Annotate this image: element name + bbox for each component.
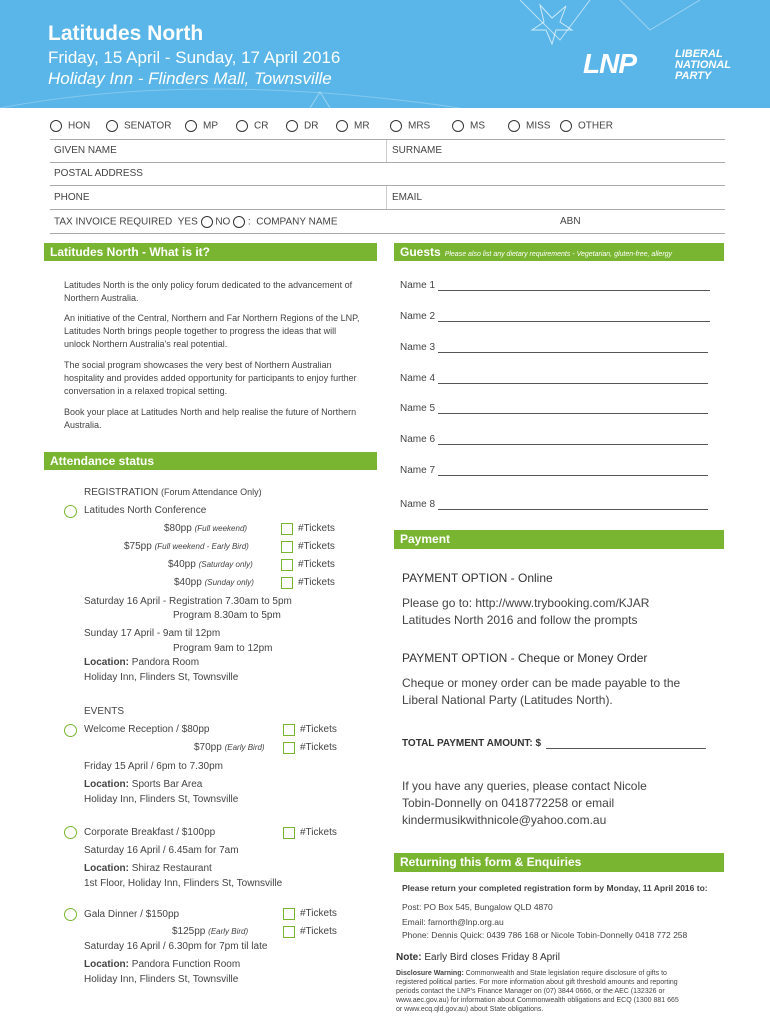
abn-field[interactable]: ABN [560,216,581,227]
title-option-cr[interactable]: CR [236,120,268,132]
breakfast-address: 1st Floor, Holiday Inn, Flinders St, Townsville [84,878,283,889]
given-name-field[interactable]: GIVEN NAME [54,145,117,156]
corporate-breakfast-radio[interactable] [64,826,77,839]
gala-date: Saturday 16 April / 6.30pm for 7pm til late [84,941,268,952]
payment-cheque-line2: Liberal National Party (Latitudes North). [402,693,613,707]
radio-icon[interactable] [560,120,572,132]
surname-field[interactable]: SURNAME [392,145,443,156]
what-is-it-p3: The social program showcases the very best of Northern Australian hospitality and provides added opportunity for participants to enjoy further conversation in a relaxed tropical setting. [64,360,357,396]
attendance-heading: Attendance status [44,452,377,470]
tax-invoice-row: TAX INVOICE REQUIRED YES NO : COMPANY NAME [54,216,338,228]
queries-line1: If you have any queries, please contact Nicole [402,779,647,793]
price-row: $40pp (Sunday only) [174,577,254,588]
tickets-label: #Tickets [298,559,335,570]
disclosure-line1: Disclosure Warning: Commonwealth and State legislation require disclosure of gifts to [396,970,667,977]
tickets-label: #Tickets [300,724,337,735]
tickets-label: #Tickets [300,908,337,919]
return-phone: Phone: Dennis Quick: 0439 786 168 or Nicole Tobin-Donnelly 0418 772 258 [402,930,688,940]
tickets-checkbox[interactable] [283,908,295,920]
divider [50,233,725,234]
payment-online-line1: Please go to: http://www.trybooking.com/KJAR [402,596,650,610]
what-is-it-p2: An initiative of the Central, Northern and Far Northern Regions of the LNP, Latitudes North brings people together to progress the ideas that will unlock Northern Australia's real potential. [64,313,360,349]
gala-dinner-radio[interactable] [64,908,77,921]
what-is-it-heading: Latitudes North - What is it? [44,243,377,261]
tickets-checkbox[interactable] [283,724,295,736]
payment-online-line2: Latitudes North 2016 and follow the prompts [402,613,638,627]
header-banner [0,0,770,108]
guest-name-7-line [438,475,708,476]
title-option-other[interactable]: OTHER [560,120,613,132]
guest-name-3-line [438,352,708,353]
total-payment-label: TOTAL PAYMENT AMOUNT: $ [402,738,542,749]
events-label: EVENTS [84,706,125,717]
divider [386,140,387,163]
what-is-it-p4: Book your place at Latitudes North and help realise the future of Northern Australia. [64,407,357,430]
payment-cheque-heading: PAYMENT OPTION - Cheque or Money Order [402,651,648,665]
divider [50,162,725,163]
conference-radio[interactable] [64,505,77,518]
sunday-program: Program 9am to 12pm [173,643,273,654]
breakfast-location: Location: Shiraz Restaurant [84,863,212,874]
title-option-dr[interactable]: DR [286,120,318,132]
title-option-senator[interactable]: SENATOR [106,120,171,132]
radio-icon[interactable] [236,120,248,132]
event-dates: Friday, 15 April - Sunday, 17 April 2016 [48,48,341,67]
divider [50,209,725,210]
radio-icon[interactable] [336,120,348,132]
title-option-miss[interactable]: MISS [508,120,550,132]
tickets-label: #Tickets [300,742,337,753]
tickets-checkbox[interactable] [281,523,293,535]
page-title: Latitudes North [48,22,204,45]
radio-icon[interactable] [106,120,118,132]
return-post: Post: PO Box 545, Bungalow QLD 4870 [402,902,553,912]
title-option-mp[interactable]: MP [185,120,218,132]
disclosure-line2: registered political parties. For more information about gift threshold amounts and reporting [396,979,678,986]
welcome-reception-radio[interactable] [64,724,77,737]
price-row: $40pp (Saturday only) [168,559,253,570]
return-instruction: Please return your completed registration form by Monday, 11 April 2016 to: [402,883,708,893]
early-bird-note: Note: Early Bird closes Friday 8 April [396,952,560,963]
conference-label: Latitudes North Conference [84,505,207,516]
tickets-checkbox[interactable] [281,559,293,571]
gala-dinner-label: Gala Dinner / $150pp [84,909,180,920]
title-option-hon[interactable]: HON [50,120,90,132]
guest-name-5-line [438,413,708,414]
guest-name-4[interactable]: Name 4 [400,373,436,384]
what-is-it-p1: Latitudes North is the only policy forum dedicated to the advancement of Northern Australia. [64,280,353,303]
payment-heading: Payment [394,530,724,549]
payment-online-heading: PAYMENT OPTION - Online [402,571,553,585]
guest-name-7[interactable]: Name 7 [400,465,436,476]
price-row: $125pp (Early Bird) [172,926,249,937]
logo-text: LNP [583,48,636,79]
tickets-label: #Tickets [298,523,335,534]
guest-name-5[interactable]: Name 5 [400,403,436,414]
total-payment-field[interactable] [546,748,706,749]
saturday-program: Program 8.30am to 5pm [173,610,281,621]
tickets-checkbox[interactable] [281,541,293,553]
guest-name-6[interactable]: Name 6 [400,434,436,445]
registration-address: Holiday Inn, Flinders St, Townsville [84,672,239,683]
divider [386,186,387,209]
returning-heading: Returning this form & Enquiries [394,853,724,872]
lnp-logo [583,44,743,92]
guest-name-1-line [438,290,710,291]
queries-line2: Tobin-Donnelly on 0418772258 or email [402,796,615,810]
guest-name-4-line [438,383,708,384]
payment-cheque-line1: Cheque or money order can be made payable to the [402,676,681,690]
guest-name-8[interactable]: Name 8 [400,499,436,510]
tax-invoice-no-radio[interactable] [233,216,245,228]
sunday-schedule: Sunday 17 April - 9am til 12pm [84,628,221,639]
disclosure-line4: www.aec.gov.au) for information about Commonwealth obligations and ECQ (1300 881 665 [396,997,679,1004]
disclosure-line3: periods contact the LNP's Finance Manager on (07) 3844 0666, or the AEC (132326 or [396,988,665,995]
gala-address: Holiday Inn, Flinders St, Townsville [84,974,239,985]
radio-icon[interactable] [50,120,62,132]
company-name-field[interactable]: COMPANY NAME [256,216,338,228]
guest-name-8-line [438,509,708,510]
guests-heading: Guests Please also list any dietary requirements - Vegetarian, gluten-free, allergy [394,243,724,261]
corporate-breakfast-label: Corporate Breakfast / $100pp [84,827,216,838]
tax-invoice-yes-radio[interactable] [201,216,213,228]
gala-location: Location: Pandora Function Room [84,959,241,970]
guest-name-1[interactable]: Name 1 [400,280,436,291]
return-email[interactable]: Email: farnorth@lnp.org.au [402,917,504,927]
welcome-location: Location: Sports Bar Area [84,779,203,790]
tickets-label: #Tickets [300,827,337,838]
guest-name-2[interactable]: Name 2 [400,311,436,322]
tickets-checkbox[interactable] [283,742,295,754]
divider [50,139,725,140]
guest-name-2-line [438,321,710,322]
welcome-reception-label: Welcome Reception / $80pp [84,724,210,735]
radio-icon[interactable] [185,120,197,132]
title-option-mrs[interactable]: MRS [390,120,430,132]
email-field[interactable]: EMAIL [392,192,423,203]
tickets-label: #Tickets [300,926,337,937]
guest-name-6-line [438,444,708,445]
saturday-schedule: Saturday 16 April - Registration 7.30am to 5pm [84,596,292,607]
tickets-checkbox[interactable] [283,827,295,839]
radio-icon[interactable] [390,120,402,132]
disclosure-line5: or www.ecq.qld.gov.au) about State obligations. [396,1006,544,1013]
title-option-ms[interactable]: MS [452,120,485,132]
guest-name-3[interactable]: Name 3 [400,342,436,353]
radio-icon[interactable] [452,120,464,132]
logo-party-name: LIBERAL NATIONAL PARTY [675,48,732,82]
registration-label: REGISTRATION (Forum Attendance Only) [84,487,262,498]
welcome-address: Holiday Inn, Flinders St, Townsville [84,794,239,805]
tickets-checkbox[interactable] [283,926,295,938]
price-row: $70pp (Early Bird) [194,742,265,753]
title-option-mr[interactable]: MR [336,120,370,132]
event-venue: Holiday Inn - Flinders Mall, Townsville [48,69,332,88]
divider [50,185,725,186]
tickets-label: #Tickets [298,577,335,588]
postal-address-field[interactable]: POSTAL ADDRESS [54,168,143,179]
price-row: $80pp (Full weekend) [164,523,248,534]
tickets-label: #Tickets [298,541,335,552]
price-row: $75pp (Full weekend - Early Bird) [124,541,249,552]
tickets-checkbox[interactable] [281,577,293,589]
queries-email[interactable]: kindermusikwithnicole@yahoo.com.au [402,813,607,827]
phone-field[interactable]: PHONE [54,192,90,203]
radio-icon[interactable] [286,120,298,132]
breakfast-date: Saturday 16 April / 6.45am for 7am [84,845,239,856]
registration-location: Location: Pandora Room [84,657,200,668]
radio-icon[interactable] [508,120,520,132]
welcome-date: Friday 15 April / 6pm to 7.30pm [84,761,223,772]
